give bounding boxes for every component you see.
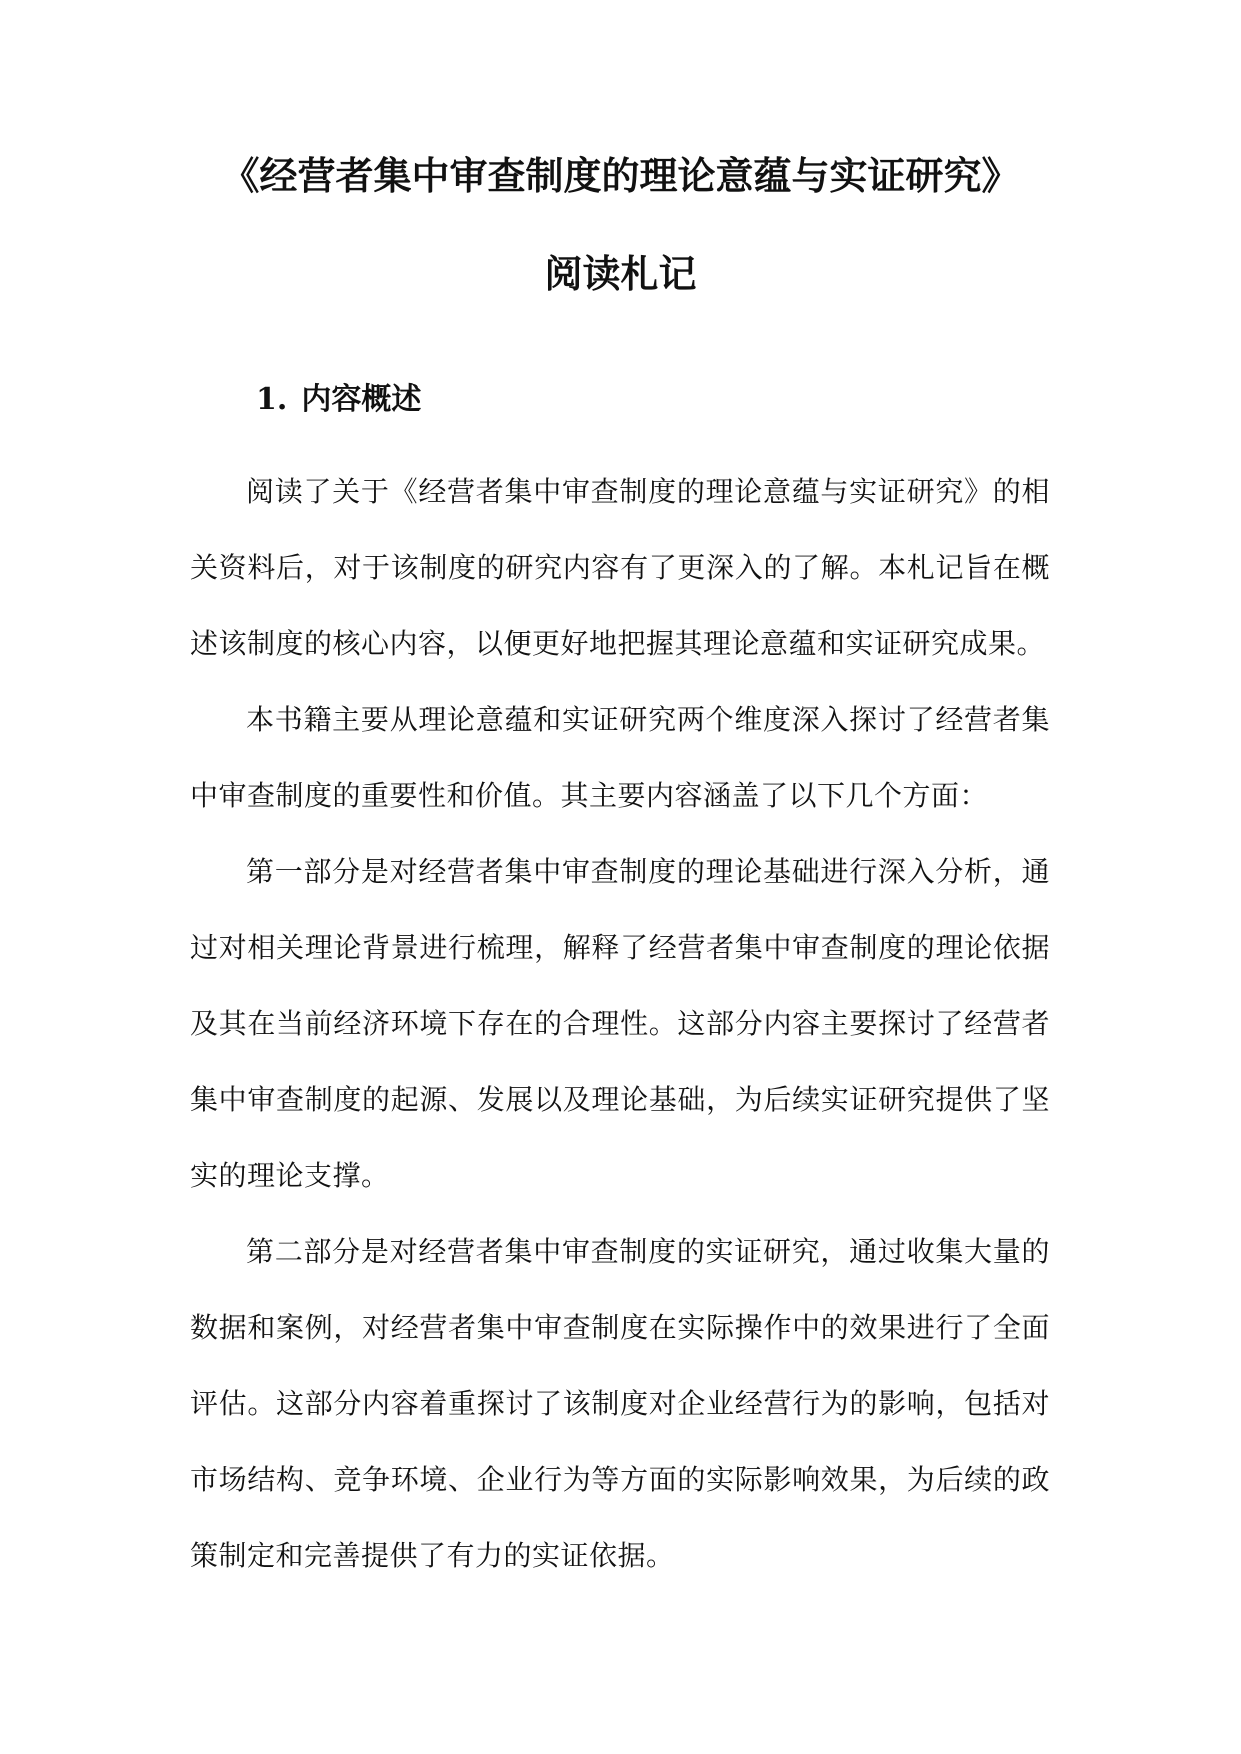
document-title: 《经营者集中审查制度的理论意蕴与实证研究》 [221, 153, 1020, 198]
paragraph: 第一部分是对经营者集中审查制度的理论基础进行深入分析，通过对相关理论背景进行梳理，解释了经营者集中审查制度的理论依据及其在当前经济环境下存在的合理性。这部分内容主要探讨了经营者集中审查制度的起源、发展以及理论基础，为后续实证研究提供了坚实的理论支撑。 [190, 855, 1050, 1192]
section-number: 1. [256, 382, 288, 417]
paragraph: 本书籍主要从理论意蕴和实证研究两个维度深入探讨了经营者集中审查制度的重要性和价值。其主要内容涵盖了以下几个方面： [190, 703, 1050, 812]
paragraph: 第二部分是对经营者集中审查制度的实证研究，通过收集大量的数据和案例，对经营者集中审查制度在实际操作中的效果进行了全面评估。这部分内容着重探讨了该制度对企业经营行为的影响，包括对市场结构、竞争环境、企业行为等方面的实际影响效果，为后续的政策制定和完善提供了有力的实证依据。 [190, 1235, 1050, 1572]
paragraph: 阅读了关于《经营者集中审查制度的理论意蕴与实证研究》的相关资料后，对于该制度的研究内容有了更深入的了解。本札记旨在概述该制度的核心内容，以便更好地把握其理论意蕴和实证研究成果。 [190, 475, 1050, 660]
section-heading [256, 380, 421, 420]
document-subtitle: 阅读札记 [544, 251, 697, 296]
body-text [190, 454, 1050, 1594]
section-title: 内容概述 [301, 382, 422, 417]
